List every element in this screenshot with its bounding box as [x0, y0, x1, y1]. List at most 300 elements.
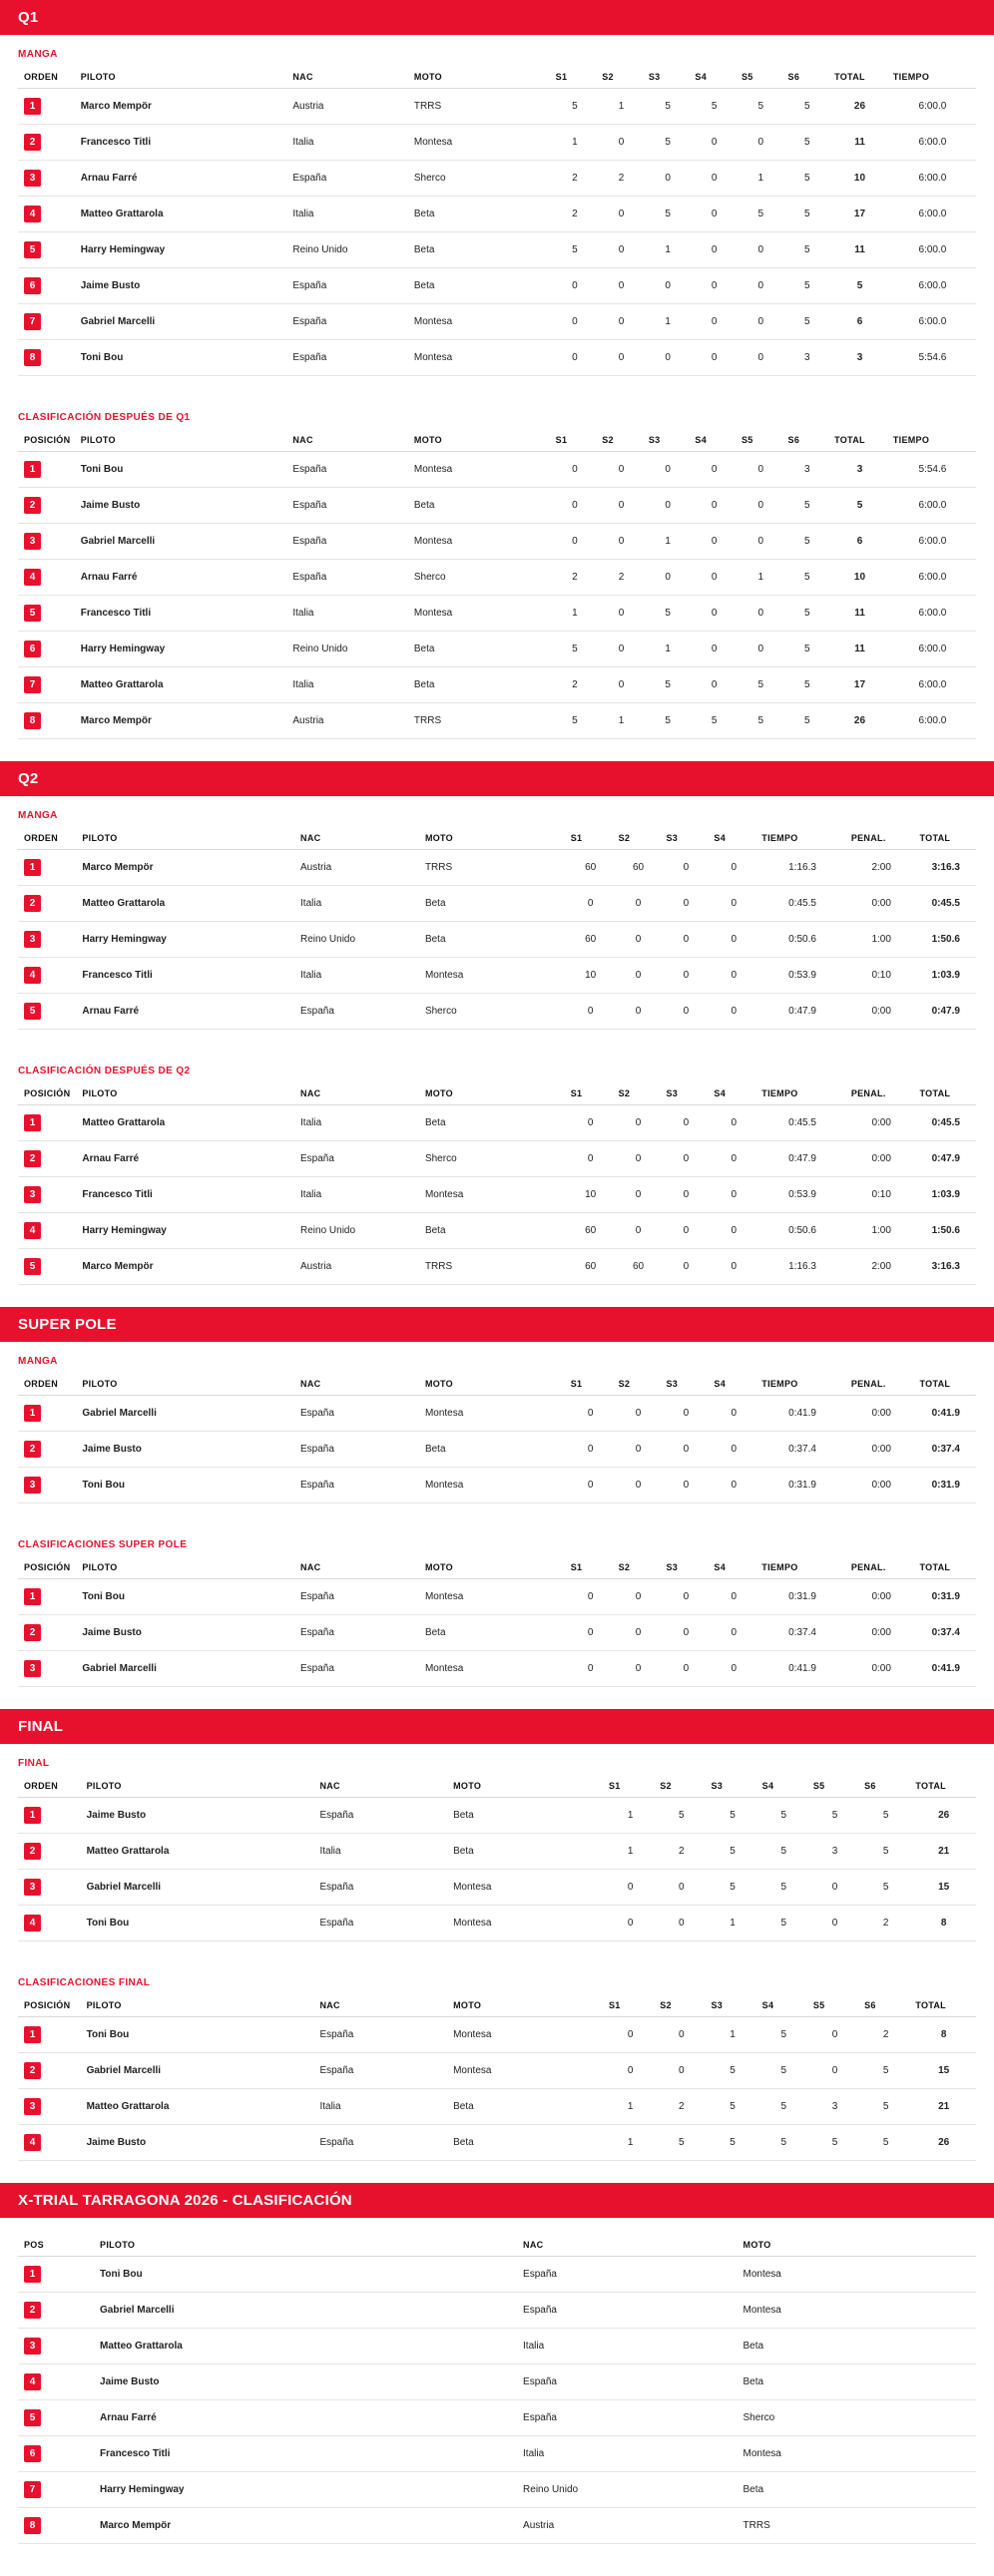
- section-score-s4: 0: [691, 197, 738, 232]
- pilot-name: Harry Hemingway: [78, 922, 296, 958]
- position-badge: 2: [24, 2302, 41, 2319]
- position-cell: [18, 1105, 78, 1141]
- time-value: 0:41.9: [757, 1651, 847, 1687]
- motorcycle: Montesa: [740, 2293, 976, 2329]
- section-score-s2: 0: [598, 488, 645, 524]
- table-row: [18, 2125, 976, 2161]
- motorcycle: Montesa: [410, 524, 552, 560]
- nationality: España: [519, 2400, 739, 2436]
- total-score: 8: [911, 1906, 976, 1941]
- section-score-s4: 0: [710, 1396, 757, 1432]
- position-cell: [18, 1249, 78, 1285]
- nationality: España: [519, 2364, 739, 2400]
- section-score-s1: 1: [605, 1798, 656, 1834]
- motorcycle: Beta: [740, 2329, 976, 2364]
- motorcycle: Montesa: [410, 125, 552, 161]
- total-score: 26: [911, 2125, 976, 2161]
- section-score-s4: 0: [691, 340, 738, 376]
- section-score-s1: 1: [552, 596, 599, 632]
- position-cell: [18, 340, 77, 376]
- nationality: España: [288, 268, 410, 304]
- table-row: [18, 340, 976, 376]
- pilot-name: Jaime Busto: [78, 1432, 296, 1468]
- position-badge: 5: [24, 605, 41, 622]
- time-value: 0:47.9: [757, 1141, 847, 1177]
- motorcycle: Sherco: [740, 2400, 976, 2436]
- table-row: [18, 1141, 976, 1177]
- penalty-value: 0:00: [847, 1396, 916, 1432]
- section-score-s4: 0: [710, 1213, 757, 1249]
- position-badge: 8: [24, 712, 41, 729]
- nationality: España: [315, 2017, 449, 2053]
- time-value: 6:00.0: [889, 268, 976, 304]
- table-row: [18, 1651, 976, 1687]
- time-value: 0:50.6: [757, 1213, 847, 1249]
- time-value: 0:45.5: [757, 886, 847, 922]
- nationality: España: [315, 1798, 449, 1834]
- pilot-name: Toni Bou: [77, 452, 289, 488]
- nationality: Italia: [519, 2436, 739, 2472]
- table-row: [18, 632, 976, 667]
- penalty-value: 0:00: [847, 1579, 916, 1615]
- pilot-name: Gabriel Marcelli: [83, 2053, 316, 2089]
- total-score: 6: [830, 304, 889, 340]
- position-badge: 1: [24, 1588, 41, 1605]
- section-score-s1: 0: [552, 340, 599, 376]
- total-time: 1:03.9: [916, 958, 976, 994]
- column-header-penal-: PENAL.: [847, 1373, 916, 1396]
- section-score-s3: 5: [707, 2053, 757, 2089]
- section-score-s2: 0: [615, 1468, 663, 1503]
- column-header-posici-n: POSICIÓN: [18, 1082, 78, 1105]
- position-badge: 6: [24, 2445, 41, 2462]
- pilot-name: Toni Bou: [83, 1906, 316, 1941]
- pilot-name: Matteo Grattarola: [83, 2089, 316, 2125]
- pilot-name: Toni Bou: [78, 1579, 296, 1615]
- penalty-value: 0:10: [847, 1177, 916, 1213]
- pilot-name: Marco Mempör: [77, 703, 289, 739]
- section-block-overall: [0, 2218, 994, 2566]
- position-badge: 7: [24, 313, 41, 330]
- section-score-s1: 0: [552, 524, 599, 560]
- table-row: [18, 268, 976, 304]
- section-score-s1: 0: [567, 1432, 615, 1468]
- column-header-total: TOTAL: [911, 1775, 976, 1798]
- pilot-name: Matteo Grattarola: [96, 2329, 519, 2364]
- section-score-s2: 0: [598, 125, 645, 161]
- section-score-s3: 0: [663, 1141, 711, 1177]
- nationality: Reino Unido: [288, 232, 410, 268]
- position-cell: [18, 560, 77, 596]
- section-score-s2: 0: [598, 340, 645, 376]
- table-row: [18, 1249, 976, 1285]
- column-header-moto: MOTO: [421, 1082, 567, 1105]
- column-header-total: TOTAL: [916, 1556, 976, 1579]
- penalty-value: 0:00: [847, 1615, 916, 1651]
- time-value: 0:50.6: [757, 922, 847, 958]
- position-cell: [18, 1213, 78, 1249]
- nationality: Italia: [296, 958, 421, 994]
- position-cell: [18, 2508, 96, 2544]
- column-header-tiempo: TIEMPO: [757, 827, 847, 850]
- time-value: 0:53.9: [757, 1177, 847, 1213]
- section-score-s5: 0: [738, 632, 784, 667]
- nationality: Italia: [288, 596, 410, 632]
- section-score-s5: 1: [738, 560, 784, 596]
- results-table-sp-manga: [18, 1373, 976, 1503]
- section-score-s6: 5: [784, 596, 831, 632]
- section-banner-final: FINAL: [0, 1709, 994, 1744]
- position-badge: 3: [24, 931, 41, 948]
- section-score-s3: 0: [663, 1396, 711, 1432]
- position-cell: [18, 304, 77, 340]
- position-cell: [18, 2364, 96, 2400]
- results-table-sp-clasificaciones: [18, 1556, 976, 1687]
- position-cell: [18, 886, 78, 922]
- table-header-row: [18, 1082, 976, 1105]
- table-row: [18, 2472, 976, 2508]
- section-score-s4: 0: [710, 1141, 757, 1177]
- nationality: España: [288, 452, 410, 488]
- motorcycle: Montesa: [449, 1906, 605, 1941]
- nationality: Austria: [519, 2508, 739, 2544]
- section-score-s2: 0: [598, 596, 645, 632]
- column-header-total: TOTAL: [830, 66, 889, 89]
- position-badge: 3: [24, 1879, 41, 1896]
- section-score-s1: 1: [605, 2089, 656, 2125]
- column-header-moto: MOTO: [449, 1775, 605, 1798]
- table-row: [18, 994, 976, 1030]
- section-score-s6: 5: [860, 1870, 911, 1906]
- position-badge: 1: [24, 98, 41, 115]
- table-row: [18, 850, 976, 886]
- position-badge: 2: [24, 1624, 41, 1641]
- table-row: [18, 2436, 976, 2472]
- position-badge: 2: [24, 1843, 41, 1860]
- pilot-name: Francesco Titli: [77, 125, 289, 161]
- section-score-s5: 5: [738, 703, 784, 739]
- position-badge: 1: [24, 1807, 41, 1824]
- section-score-s1: 0: [567, 1468, 615, 1503]
- section-score-s4: 0: [691, 232, 738, 268]
- section-score-s1: 60: [567, 922, 615, 958]
- pilot-name: Arnau Farré: [96, 2400, 519, 2436]
- position-badge: 4: [24, 2134, 41, 2151]
- time-value: 0:47.9: [757, 994, 847, 1030]
- section-score-s4: 0: [691, 452, 738, 488]
- table-row: [18, 89, 976, 125]
- column-header-nac: NAC: [296, 1556, 421, 1579]
- table-row: [18, 1615, 976, 1651]
- section-score-s6: 5: [784, 125, 831, 161]
- position-cell: [18, 161, 77, 197]
- column-header-s1: S1: [552, 66, 599, 89]
- section-score-s1: 0: [567, 1579, 615, 1615]
- section-score-s5: 0: [809, 2017, 860, 2053]
- total-score: 3: [830, 452, 889, 488]
- nationality: Reino Unido: [288, 632, 410, 667]
- motorcycle: Beta: [421, 1105, 567, 1141]
- time-value: 6:00.0: [889, 632, 976, 667]
- section-block-q1: [0, 35, 994, 761]
- motorcycle: Montesa: [449, 1870, 605, 1906]
- motorcycle: Beta: [410, 632, 552, 667]
- position-cell: [18, 703, 77, 739]
- section-score-s1: 0: [552, 304, 599, 340]
- total-time: 0:41.9: [916, 1396, 976, 1432]
- pilot-name: Francesco Titli: [78, 1177, 296, 1213]
- time-value: 6:00.0: [889, 524, 976, 560]
- penalty-value: 0:10: [847, 958, 916, 994]
- section-score-s4: 0: [710, 850, 757, 886]
- pilot-name: Arnau Farré: [78, 994, 296, 1030]
- motorcycle: Beta: [449, 1798, 605, 1834]
- section-score-s5: 0: [738, 304, 784, 340]
- section-score-s3: 0: [663, 1651, 711, 1687]
- column-header-s4: S4: [691, 66, 738, 89]
- nationality: España: [315, 2053, 449, 2089]
- section-score-s1: 1: [552, 125, 599, 161]
- section-score-s6: 5: [784, 632, 831, 667]
- section-score-s3: 5: [645, 596, 692, 632]
- column-header-s2: S2: [615, 827, 663, 850]
- column-header-s2: S2: [615, 1082, 663, 1105]
- nationality: España: [315, 2125, 449, 2161]
- total-time: 0:37.4: [916, 1432, 976, 1468]
- section-score-s1: 60: [567, 1213, 615, 1249]
- section-score-s1: 5: [552, 703, 599, 739]
- section-score-s4: 5: [691, 89, 738, 125]
- table-subtitle-q1-manga: MANGA: [18, 49, 58, 60]
- column-header-posici-n: POSICIÓN: [18, 1556, 78, 1579]
- total-score: 15: [911, 1870, 976, 1906]
- position-badge: 5: [24, 2409, 41, 2426]
- total-score: 11: [830, 632, 889, 667]
- position-cell: [18, 1615, 78, 1651]
- section-score-s3: 5: [707, 1798, 757, 1834]
- section-score-s1: 0: [567, 1105, 615, 1141]
- table-row: [18, 596, 976, 632]
- section-score-s2: 1: [598, 89, 645, 125]
- section-score-s6: 3: [784, 452, 831, 488]
- pilot-name: Francesco Titli: [78, 958, 296, 994]
- section-score-s3: 5: [645, 89, 692, 125]
- section-score-s1: 10: [567, 1177, 615, 1213]
- column-header-s4: S4: [758, 1994, 809, 2017]
- table-subtitle-q2-manga: MANGA: [18, 810, 58, 821]
- section-score-s3: 0: [663, 1177, 711, 1213]
- section-score-s3: 0: [663, 850, 711, 886]
- column-header-nac: NAC: [296, 827, 421, 850]
- section-score-s4: 0: [691, 488, 738, 524]
- section-score-s6: 5: [784, 232, 831, 268]
- section-score-s3: 1: [707, 2017, 757, 2053]
- column-header-s1: S1: [567, 1556, 615, 1579]
- position-cell: [18, 197, 77, 232]
- section-score-s6: 5: [860, 2053, 911, 2089]
- column-header-s2: S2: [615, 1556, 663, 1579]
- column-header-s3: S3: [707, 1775, 757, 1798]
- section-score-s2: 2: [598, 560, 645, 596]
- section-score-s4: 0: [710, 1105, 757, 1141]
- position-cell: [18, 632, 77, 667]
- column-header-s2: S2: [598, 66, 645, 89]
- position-badge: 3: [24, 2098, 41, 2115]
- column-header-orden: ORDEN: [18, 1373, 78, 1396]
- spacer: [18, 2544, 976, 2566]
- nationality: Italia: [288, 197, 410, 232]
- total-time: 0:47.9: [916, 994, 976, 1030]
- penalty-value: 0:00: [847, 1432, 916, 1468]
- section-block-super-pole: [0, 1342, 994, 1709]
- column-header-s6: S6: [784, 66, 831, 89]
- table-row: [18, 2508, 976, 2544]
- section-score-s6: 5: [784, 197, 831, 232]
- column-header-nac: NAC: [315, 1994, 449, 2017]
- section-score-s6: 5: [784, 667, 831, 703]
- results-table-overall-table: [18, 2234, 976, 2544]
- pilot-name: Marco Mempör: [78, 1249, 296, 1285]
- spacer: [18, 1285, 976, 1307]
- column-header-piloto: PILOTO: [78, 1373, 296, 1396]
- total-score: 26: [830, 89, 889, 125]
- nationality: Italia: [315, 2089, 449, 2125]
- column-header-piloto: PILOTO: [77, 66, 289, 89]
- section-score-s5: 0: [809, 1870, 860, 1906]
- section-score-s5: 0: [738, 268, 784, 304]
- section-score-s1: 60: [567, 1249, 615, 1285]
- section-score-s1: 0: [567, 1141, 615, 1177]
- column-header-s1: S1: [567, 827, 615, 850]
- section-score-s2: 0: [615, 1177, 663, 1213]
- section-score-s3: 0: [645, 268, 692, 304]
- section-score-s3: 0: [645, 161, 692, 197]
- position-cell: [18, 850, 78, 886]
- section-score-s1: 5: [552, 632, 599, 667]
- column-header-s6: S6: [784, 429, 831, 452]
- nationality: Italia: [296, 1105, 421, 1141]
- column-header-s4: S4: [710, 1556, 757, 1579]
- pilot-name: Gabriel Marcelli: [77, 304, 289, 340]
- column-header-tiempo: TIEMPO: [757, 1373, 847, 1396]
- results-table-final-manga: [18, 1775, 976, 1941]
- section-score-s1: 2: [552, 667, 599, 703]
- total-score: 15: [911, 2053, 976, 2089]
- section-score-s5: 0: [738, 596, 784, 632]
- table-row: [18, 1834, 976, 1870]
- position-badge: 6: [24, 277, 41, 294]
- motorcycle: TRRS: [421, 1249, 567, 1285]
- pilot-name: Arnau Farré: [77, 161, 289, 197]
- total-time: 0:41.9: [916, 1651, 976, 1687]
- position-cell: [18, 1579, 78, 1615]
- column-header-s5: S5: [809, 1994, 860, 2017]
- nationality: Reino Unido: [296, 922, 421, 958]
- section-score-s4: 0: [691, 125, 738, 161]
- section-score-s5: 0: [809, 1906, 860, 1941]
- section-score-s4: 5: [758, 2125, 809, 2161]
- position-cell: [18, 268, 77, 304]
- section-score-s2: 5: [656, 2125, 707, 2161]
- nationality: España: [296, 994, 421, 1030]
- column-header-s2: S2: [615, 1373, 663, 1396]
- position-cell: [18, 2053, 83, 2089]
- position-cell: [18, 2017, 83, 2053]
- section-score-s6: 5: [860, 1798, 911, 1834]
- position-cell: [18, 89, 77, 125]
- section-score-s3: 5: [645, 125, 692, 161]
- motorcycle: Montesa: [410, 596, 552, 632]
- position-badge: 7: [24, 676, 41, 693]
- total-score: 10: [830, 560, 889, 596]
- section-score-s2: 0: [615, 958, 663, 994]
- nationality: España: [519, 2257, 739, 2293]
- total-time: 0:45.5: [916, 1105, 976, 1141]
- penalty-value: 0:00: [847, 1651, 916, 1687]
- section-banner-q1: Q1: [0, 0, 994, 35]
- pilot-name: Gabriel Marcelli: [78, 1396, 296, 1432]
- nationality: Reino Unido: [296, 1213, 421, 1249]
- column-header-s3: S3: [663, 1373, 711, 1396]
- section-score-s3: 0: [663, 922, 711, 958]
- nationality: España: [296, 1651, 421, 1687]
- total-score: 21: [911, 2089, 976, 2125]
- penalty-value: 0:00: [847, 1468, 916, 1503]
- pilot-name: Harry Hemingway: [96, 2472, 519, 2508]
- table-row: [18, 1468, 976, 1503]
- position-cell: [18, 958, 78, 994]
- column-header-pos: POS: [18, 2234, 96, 2257]
- table-row: [18, 524, 976, 560]
- time-value: 0:37.4: [757, 1432, 847, 1468]
- section-score-s2: 0: [615, 994, 663, 1030]
- table-header-row: [18, 1556, 976, 1579]
- position-badge: 3: [24, 1186, 41, 1203]
- section-score-s1: 2: [552, 560, 599, 596]
- position-cell: [18, 1870, 83, 1906]
- column-header-piloto: PILOTO: [83, 1994, 316, 2017]
- total-time: 0:31.9: [916, 1468, 976, 1503]
- position-badge: 7: [24, 2481, 41, 2498]
- table-row: [18, 1432, 976, 1468]
- total-time: 3:16.3: [916, 850, 976, 886]
- position-cell: [18, 1141, 78, 1177]
- penalty-value: 0:00: [847, 1105, 916, 1141]
- table-row: [18, 161, 976, 197]
- section-score-s3: 0: [663, 1213, 711, 1249]
- position-badge: 4: [24, 2373, 41, 2390]
- motorcycle: TRRS: [740, 2508, 976, 2544]
- section-score-s1: 0: [552, 268, 599, 304]
- section-score-s3: 5: [645, 667, 692, 703]
- column-header-s2: S2: [656, 1994, 707, 2017]
- table-row: [18, 1579, 976, 1615]
- section-score-s4: 5: [691, 703, 738, 739]
- total-score: 26: [911, 1798, 976, 1834]
- pilot-name: Jaime Busto: [83, 2125, 316, 2161]
- section-score-s3: 1: [707, 1906, 757, 1941]
- section-score-s2: 60: [615, 850, 663, 886]
- column-header-s4: S4: [758, 1775, 809, 1798]
- column-header-s2: S2: [598, 429, 645, 452]
- column-header-tiempo: TIEMPO: [889, 429, 976, 452]
- nationality: Italia: [296, 1177, 421, 1213]
- section-score-s2: 0: [656, 2017, 707, 2053]
- pilot-name: Matteo Grattarola: [77, 667, 289, 703]
- table-header-row: [18, 1994, 976, 2017]
- table-row: [18, 2293, 976, 2329]
- motorcycle: Montesa: [410, 452, 552, 488]
